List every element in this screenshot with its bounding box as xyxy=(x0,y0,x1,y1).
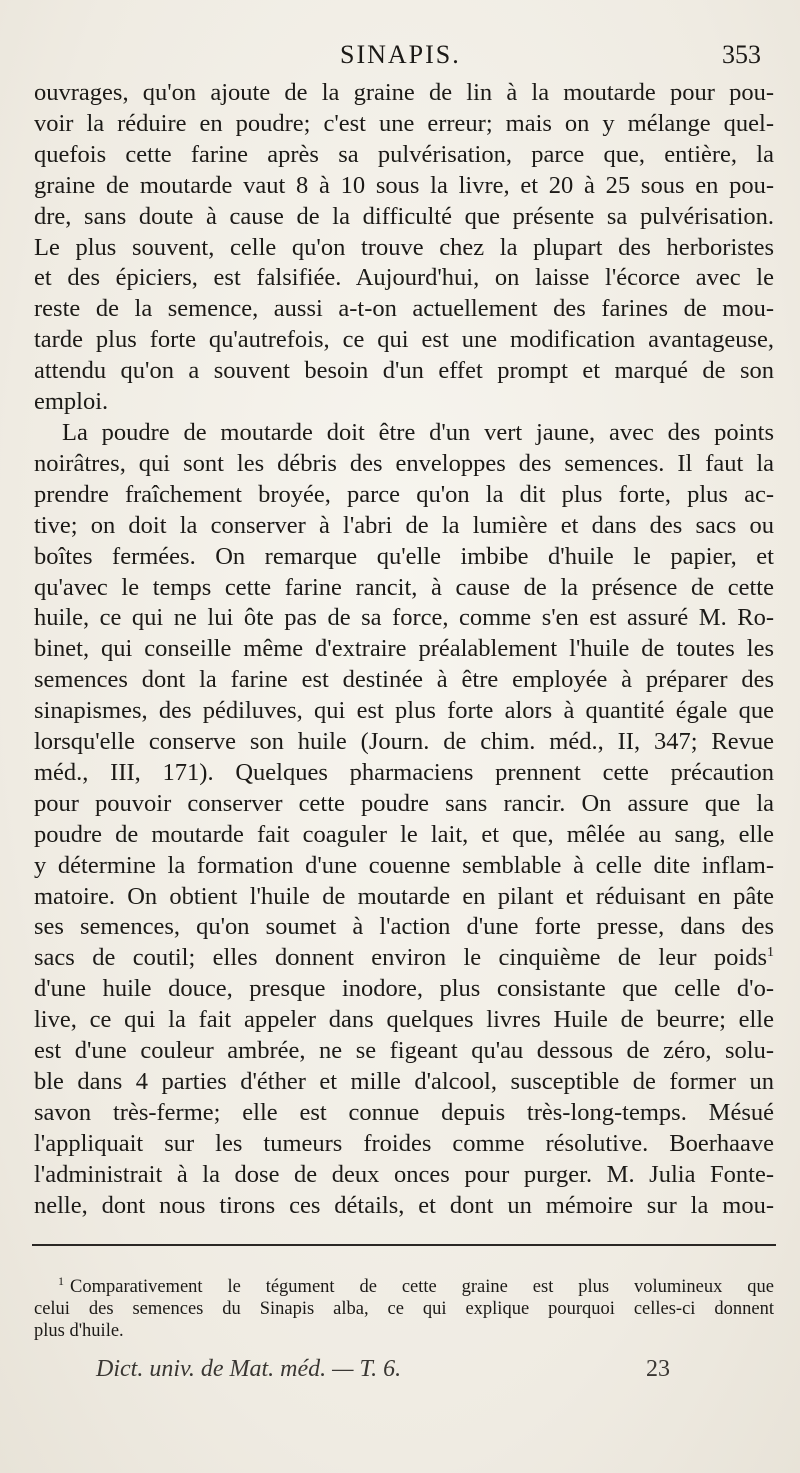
footnote-divider xyxy=(32,1244,776,1246)
text-line: attendu qu'on a souvent besoin d'un effet prompt et marqué de son xyxy=(34,357,774,385)
footnote-line: plus d'huile. xyxy=(34,1321,124,1341)
text-line: l'administrait à la dose de deux onces pour purger. M. Julia Fonte- xyxy=(34,1160,774,1188)
footnote-marker: 1 xyxy=(58,1273,64,1288)
page-header xyxy=(0,36,800,76)
paragraph-2 xyxy=(34,418,774,1222)
text-line: semences dont la farine est destinée à être employée à préparer des xyxy=(34,666,774,694)
text-line: qu'avec le temps cette farine rancit, à cause de la présence de cette xyxy=(34,573,774,601)
text-line: ses semences, qu'on soumet à l'action d'une forte presse, dans des xyxy=(34,913,774,941)
running-title: SINAPIS. xyxy=(340,40,461,69)
text-line: et des épiciers, est falsifiée. Aujourd'hui, on laisse l'écorce avec le xyxy=(34,264,774,292)
text-line: sacs de coutil; elles donnent environ le cinquième de leur poids xyxy=(34,944,767,972)
text-line: ouvrages, qu'on ajoute de la graine de lin à la moutarde pour pou- xyxy=(34,79,774,106)
text-line: live, ce qui la fait appeler dans quelques livres Huile de beurre; elle xyxy=(34,1006,774,1034)
text-line: quefois cette farine après sa pulvérisation, parce que, entière, la xyxy=(34,140,774,168)
paragraph-1 xyxy=(34,78,774,418)
text-line: prendre fraîchement broyée, parce qu'on la dit plus forte, plus ac- xyxy=(34,480,774,508)
footnote-line xyxy=(34,1273,774,1298)
footnote-line: celui des semences du Sinapis alba, ce qui explique pourquoi celles-ci donnent xyxy=(34,1299,774,1319)
text-line: nelle, dont nous tirons ces détails, et dont un mémoire sur la mou- xyxy=(34,1191,774,1219)
text-line: reste de la semence, aussi a-t-on actuellement des farines de mou- xyxy=(34,295,774,323)
text-line: pour pouvoir conserver cette poudre sans rancir. On assure que la xyxy=(34,789,774,817)
text-line: poudre de moutarde fait coaguler le lait, et que, mêlée au sang, elle xyxy=(34,820,774,848)
footnote-text: Comparativement le tégument de cette graine est plus volumineux que xyxy=(70,1277,774,1297)
text-line: boîtes fermées. On remarque qu'elle imbibe d'huile le papier, et xyxy=(34,542,774,570)
signature-text: Dict. univ. de Mat. méd. — T. 6. xyxy=(96,1356,402,1382)
text-line: y détermine la formation d'une couenne semblable à celle dite inflam- xyxy=(34,851,774,879)
text-line: ble dans 4 parties d'éther et mille d'alcool, susceptible de former un xyxy=(34,1068,774,1095)
text-line-with-footnote xyxy=(34,943,774,974)
text-line: l'appliquait sur les tumeurs froides comme résolutive. Boerhaave xyxy=(34,1129,774,1157)
text-line: matoire. On obtient l'huile de moutarde en pilant et réduisant en pâte xyxy=(34,882,774,910)
text-line: voir la réduire en poudre; c'est une erreur; mais on y mélange quel- xyxy=(34,109,774,137)
text-line: dre, sans doute à cause de la difficulté que présente sa pulvérisation. xyxy=(34,202,774,230)
text-line: La poudre de moutarde doit être d'un vert jaune, avec des points xyxy=(62,418,774,446)
text-line: tive; on doit la conserver à l'abri de la lumière et dans des sacs ou xyxy=(34,511,774,539)
text-line: Le plus souvent, celle qu'on trouve chez la plupart des herboristes xyxy=(34,233,774,261)
text-line: d'une huile douce, presque inodore, plus consistante que celle d'o- xyxy=(34,975,774,1003)
text-line: sinapismes, des pédiluves, qui est plus forte alors à quantité égale que xyxy=(34,697,774,725)
text-line: graine de moutarde vaut 8 à 10 sous la livre, et 20 à 25 sous en pou- xyxy=(34,171,774,199)
text-line: est d'une couleur ambrée, ne se figeant qu'au dessous de zéro, solu- xyxy=(34,1037,774,1065)
signature-number: 23 xyxy=(646,1356,670,1382)
text-line: tarde plus forte qu'autrefois, ce qui est une modification avantageuse, xyxy=(34,326,774,354)
text-line: emploi. xyxy=(34,388,109,416)
text-line: noirâtres, qui sont les débris des enveloppes des semences. Il faut la xyxy=(34,449,774,477)
text-line: huile, ce qui ne lui ôte pas de sa force, comme s'en est assuré M. Ro- xyxy=(34,604,774,632)
footnote xyxy=(34,1273,774,1342)
text-line: méd., III, 171). Quelques pharmaciens prennent cette précaution xyxy=(34,758,774,786)
page-number: 353 xyxy=(722,40,761,69)
text-line: binet, qui conseille même d'extraire préalablement l'huile de toutes les xyxy=(34,635,774,663)
body-text xyxy=(34,78,774,1222)
text-line: lorsqu'elle conserve son huile (Journ. de chim. méd., II, 347; Revue xyxy=(34,728,774,756)
footnote-reference[interactable]: 1 xyxy=(767,945,774,961)
text-line: savon très-ferme; elle est connue depuis très-long-temps. Mésué xyxy=(34,1098,774,1126)
printer-signature xyxy=(96,1356,696,1390)
